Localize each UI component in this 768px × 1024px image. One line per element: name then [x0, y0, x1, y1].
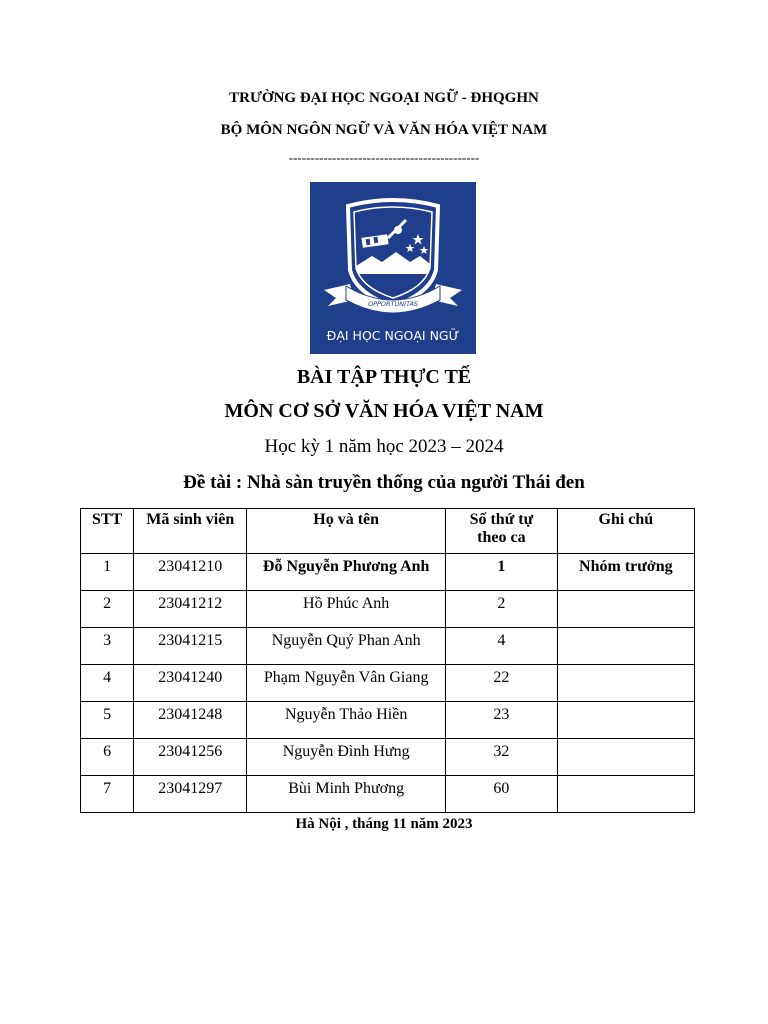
logo-name: ĐẠI HỌC NGOẠI NGỮ	[326, 328, 460, 343]
member-table	[80, 508, 695, 813]
cell-note	[557, 739, 694, 776]
cell-order: 22	[446, 665, 558, 702]
cell-full-name: Nguyễn Đình Hưng	[247, 739, 446, 776]
topic-line: Đề tài : Nhà sàn truyền thống của người Thái đen	[183, 472, 585, 493]
cell-student-id: 23041212	[134, 591, 247, 628]
cell-full-name: Hồ Phúc Anh	[247, 591, 446, 628]
cell-order: 32	[446, 739, 558, 776]
table-row	[81, 591, 695, 628]
assignment-title: BÀI TẬP THỰC TẾ	[296, 366, 472, 388]
logo-emblem-icon	[310, 182, 476, 354]
cell-student-id: 23041240	[134, 665, 247, 702]
cell-full-name: Bùi Minh Phương	[247, 776, 446, 813]
header-order	[446, 509, 558, 554]
cell-stt: 3	[81, 628, 134, 665]
cell-stt: 2	[81, 591, 134, 628]
table-row	[81, 739, 695, 776]
logo-abbr: ULIS	[379, 275, 407, 288]
course-title: MÔN CƠ SỞ VĂN HÓA VIỆT NAM	[224, 400, 544, 422]
header-student-id: Mã sinh viên	[134, 509, 247, 554]
cell-note: Nhóm trưởng	[557, 554, 694, 591]
cell-note	[557, 776, 694, 813]
cell-student-id: 23041297	[134, 776, 247, 813]
cell-note	[557, 591, 694, 628]
header-stt: STT	[81, 509, 134, 554]
header-order-line2: theo ca	[477, 529, 526, 546]
semester-line: Học kỳ 1 năm học 2023 – 2024	[264, 436, 504, 457]
cell-order: 2	[446, 591, 558, 628]
cell-stt: 5	[81, 702, 134, 739]
cell-note	[557, 628, 694, 665]
cell-order: 1	[446, 554, 558, 591]
cell-stt: 7	[81, 776, 134, 813]
logo-motto: OPPORTUNITAS	[367, 300, 419, 308]
table-row	[81, 554, 695, 591]
table-row	[81, 665, 695, 702]
cell-full-name: Phạm Nguyễn Vân Giang	[247, 665, 446, 702]
cell-student-id: 23041256	[134, 739, 247, 776]
header-full-name: Họ và tên	[247, 509, 446, 554]
header-order-line1: Số thứ tự	[469, 511, 534, 528]
cell-student-id: 23041210	[134, 554, 247, 591]
cell-student-id: 23041215	[134, 628, 247, 665]
place-date: Hà Nội , tháng 11 năm 2023	[295, 816, 473, 832]
cell-full-name: Nguyễn Thảo Hiền	[247, 702, 446, 739]
cell-order: 60	[446, 776, 558, 813]
cell-student-id: 23041248	[134, 702, 247, 739]
table-row	[81, 702, 695, 739]
header-note: Ghi chú	[557, 509, 694, 554]
university-name: TRƯỜNG ĐẠI HỌC NGOẠI NGỮ - ĐHQGHN	[229, 90, 539, 106]
cell-note	[557, 702, 694, 739]
cell-stt: 4	[81, 665, 134, 702]
cell-order: 23	[446, 702, 558, 739]
separator-line: --------------------------------------------	[288, 150, 480, 165]
cell-note	[557, 665, 694, 702]
cell-full-name: Đỗ Nguyễn Phương Anh	[247, 554, 446, 591]
table-row	[81, 628, 695, 665]
cell-full-name: Nguyễn Quý Phan Anh	[247, 628, 446, 665]
table-header-row	[81, 509, 695, 554]
table-row	[81, 776, 695, 813]
cell-order: 4	[446, 628, 558, 665]
cell-stt: 6	[81, 739, 134, 776]
cell-stt: 1	[81, 554, 134, 591]
department-name: BỘ MÔN NGÔN NGỮ VÀ VĂN HÓA VIỆT NAM	[220, 122, 548, 138]
university-logo	[310, 182, 476, 354]
